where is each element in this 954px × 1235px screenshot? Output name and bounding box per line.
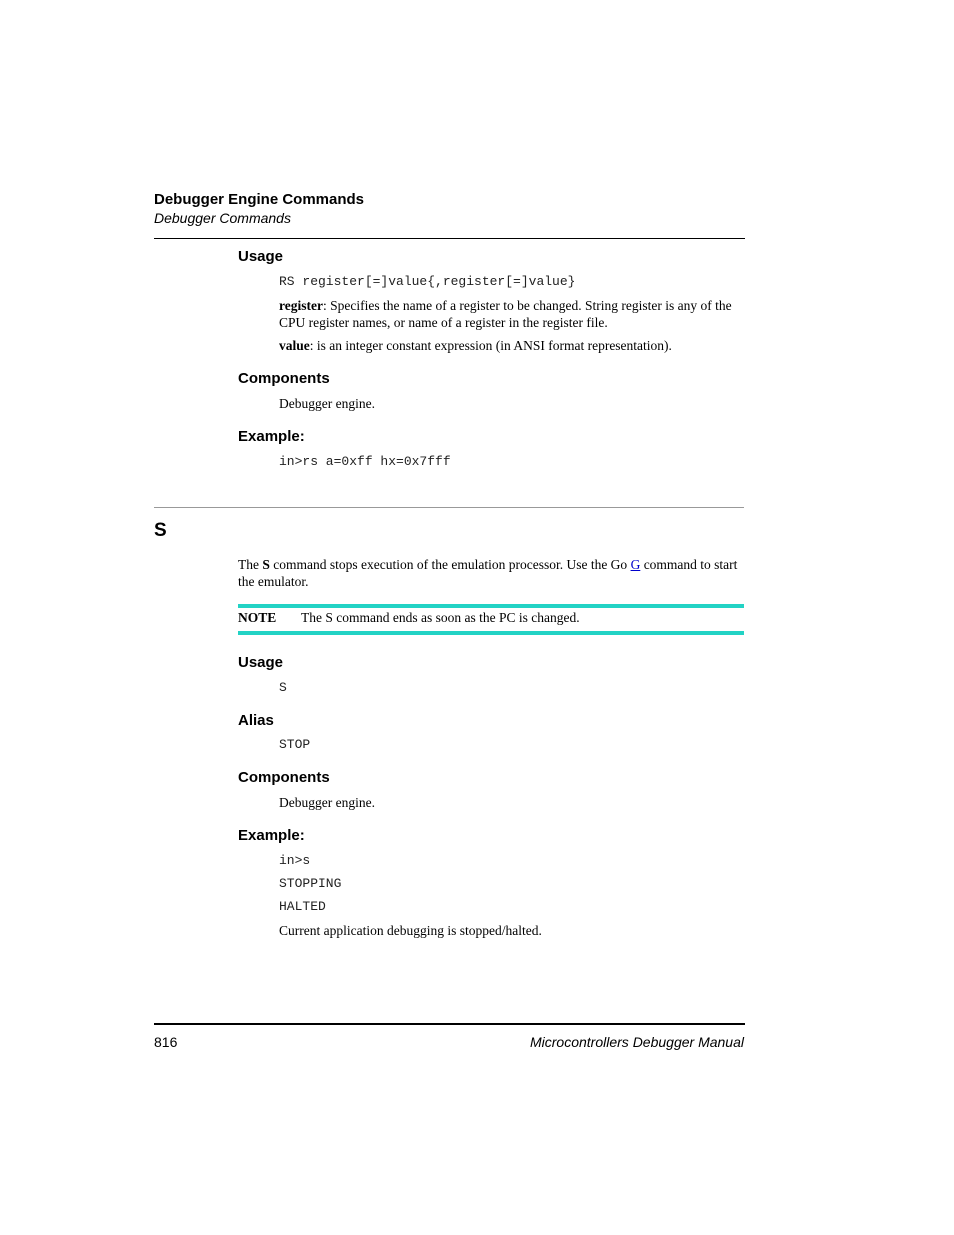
page-number: 816 [154, 1034, 178, 1050]
s-alias-code: STOP [279, 737, 311, 752]
note-bottom-bar [238, 631, 744, 635]
s-usage-code: S [279, 680, 287, 695]
s-intro-text-1: The [238, 557, 263, 572]
param-name-value: value [279, 338, 310, 353]
param-desc-register: : Specifies the name of a register to be changed. String register is any of the CPU register names, or name of a register in the register file. [279, 298, 732, 330]
header-rule [154, 238, 745, 239]
s-intro-text-2: command stops execution of the emulation processor. Use the Go [269, 557, 631, 572]
rs-example-heading: Example: [238, 428, 305, 445]
s-alias-heading: Alias [238, 712, 274, 729]
s-example-line: in>s [279, 853, 311, 868]
param-desc-value: : is an integer constant expression (in ANSI format representation). [309, 338, 672, 353]
footer-rule [154, 1023, 745, 1025]
param-name-register: register [279, 298, 323, 313]
manual-title: Microcontrollers Debugger Manual [530, 1034, 744, 1050]
running-header-subtitle: Debugger Commands [154, 210, 291, 226]
go-command-link[interactable]: G [630, 557, 641, 572]
s-example-heading: Example: [238, 827, 305, 844]
rs-example-code: in>rs a=0xff hx=0x7fff [279, 454, 451, 469]
running-header-title: Debugger Engine Commands [154, 191, 365, 208]
s-example-result: Current application debugging is stopped/halted. [279, 923, 542, 938]
s-components-text: Debugger engine. [279, 795, 375, 810]
s-section-title: S [154, 520, 167, 541]
s-example-line: HALTED [279, 899, 326, 914]
rs-param-register [279, 297, 739, 331]
rs-usage-code: RS register[=]value{,register[=]value} [279, 274, 576, 289]
s-usage-heading: Usage [238, 654, 284, 671]
rs-components-text: Debugger engine. [279, 396, 375, 411]
s-intro-paragraph [238, 556, 738, 590]
rs-components-heading: Components [238, 370, 330, 387]
section-divider [154, 507, 744, 508]
rs-usage-heading: Usage [238, 248, 284, 265]
s-example-line: STOPPING [279, 876, 342, 891]
s-intro-text-3: command to start the emulator. [238, 557, 738, 589]
s-components-heading: Components [238, 769, 330, 786]
s-intro-bold: S [262, 557, 270, 572]
note-top-bar [238, 604, 744, 608]
note-label: NOTE [238, 610, 277, 625]
rs-param-value [279, 337, 739, 354]
note-text: The S command ends as soon as the PC is changed. [301, 610, 580, 625]
